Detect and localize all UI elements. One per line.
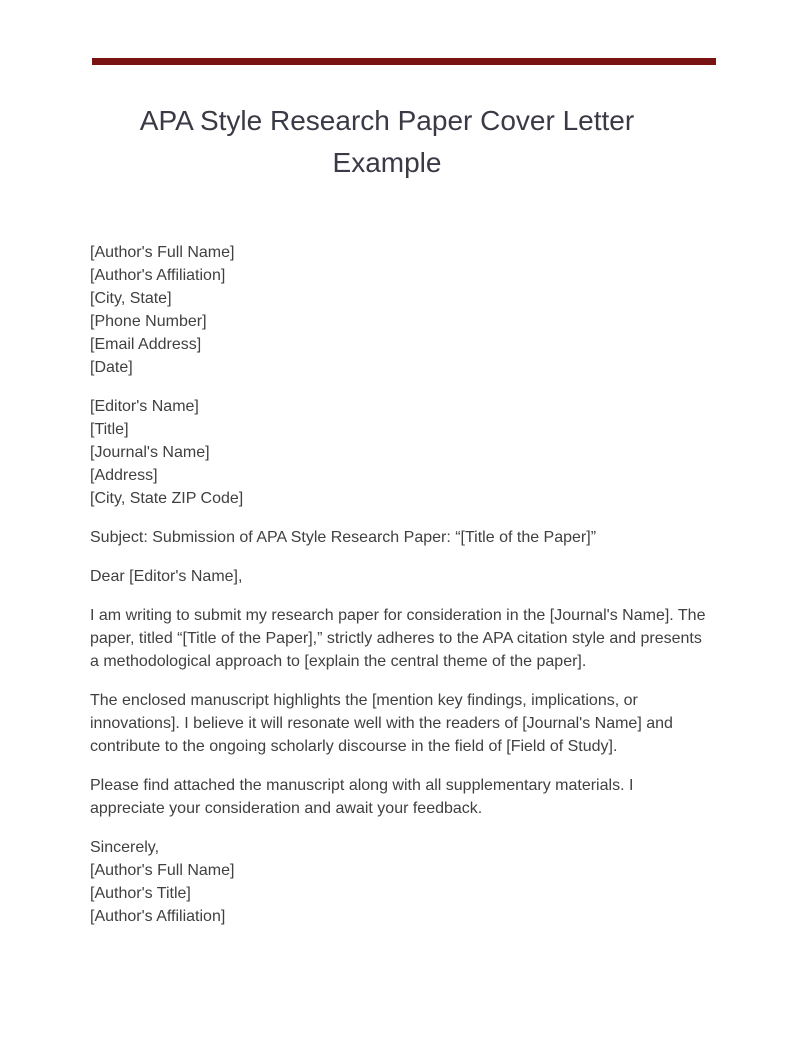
letter-date: [Date] — [90, 359, 133, 376]
closing-block — [90, 836, 710, 928]
sender-phone: [Phone Number] — [90, 313, 207, 330]
subject-line: Subject: Submission of APA Style Research Paper: “[Title of the Paper]” — [90, 529, 597, 546]
signature-name: [Author's Full Name] — [90, 862, 235, 879]
sender-block — [90, 241, 710, 379]
recipient-city-state-zip: [City, State ZIP Code] — [90, 490, 244, 507]
letter-body — [90, 241, 710, 944]
recipient-address: [Address] — [90, 467, 158, 484]
body-paragraph-2: The enclosed manuscript highlights the [mention key findings, implications, or innovations]. I believe it will resonate well with the readers of [Journal's Name] and contribute to the ongoing scholarly discourse in the field of [Field of Study]. — [90, 692, 673, 755]
signature-affiliation: [Author's Affiliation] — [90, 908, 226, 925]
sender-city-state: [City, State] — [90, 290, 172, 307]
sender-name: [Author's Full Name] — [90, 244, 235, 261]
recipient-journal: [Journal's Name] — [90, 444, 210, 461]
header-divider — [92, 58, 716, 65]
recipient-name: [Editor's Name] — [90, 398, 199, 415]
body-paragraph-1: I am writing to submit my research paper for consideration in the [Journal's Name]. The paper, titled “[Title of the Paper],” strictly adheres to the APA citation style and presents a methodological approach to [explain the central theme of the paper]. — [90, 607, 706, 670]
closing-phrase: Sincerely, — [90, 839, 160, 856]
document-title: APA Style Research Paper Cover Letter Example — [139, 105, 635, 178]
recipient-title: [Title] — [90, 421, 129, 438]
signature-title: [Author's Title] — [90, 885, 191, 902]
sender-email: [Email Address] — [90, 336, 202, 353]
salutation: Dear [Editor's Name], — [90, 568, 243, 585]
sender-affiliation: [Author's Affiliation] — [90, 267, 226, 284]
body-paragraph-3: Please find attached the manuscript along with all supplementary materials. I appreciate your consideration and await your feedback. — [90, 777, 634, 817]
recipient-block — [90, 395, 710, 510]
